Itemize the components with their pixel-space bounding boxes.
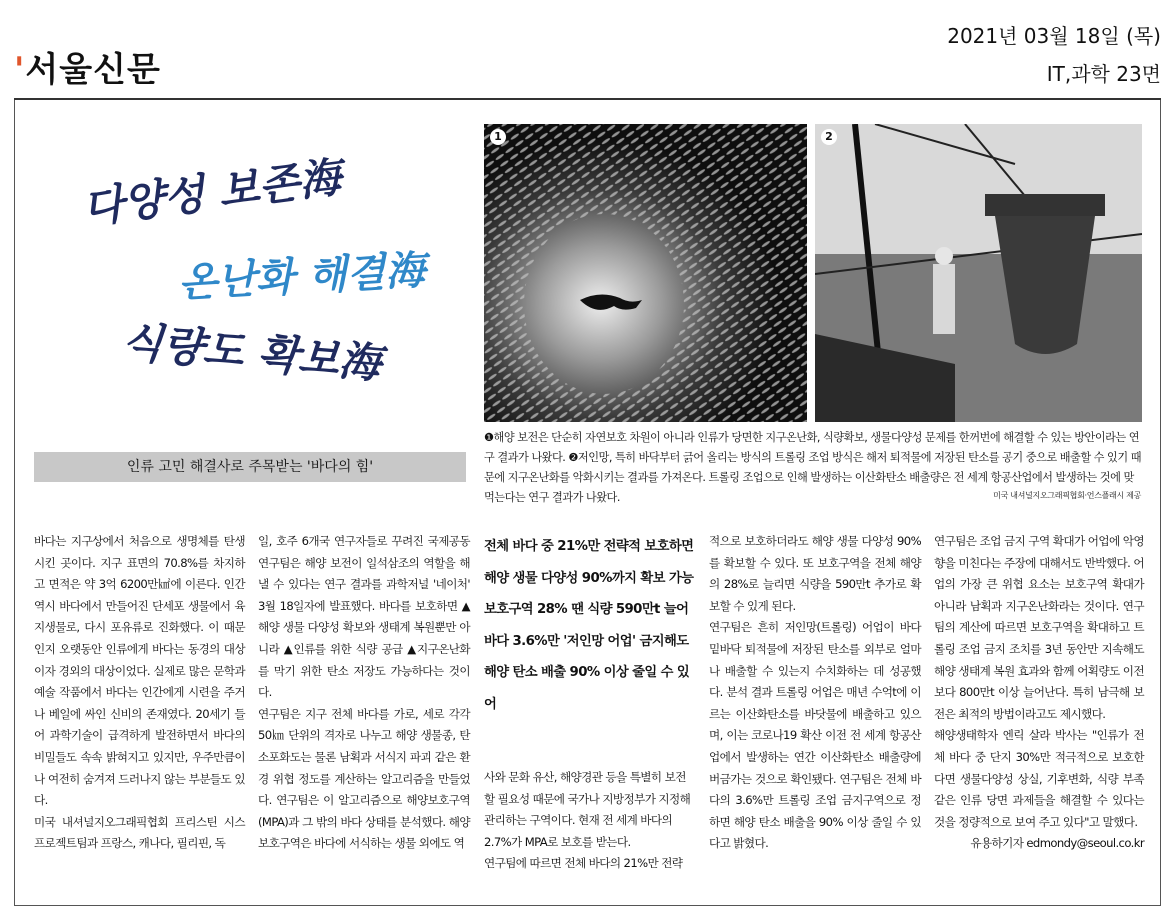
body-column-2: 일, 호주 6개국 연구자들로 꾸려진 국제공동연구팀은 해양 보전이 일석삼조의 역할을 해낼 수 있다는 연구 결과를 과학저널 '네이처' 3월 18일자에 발표했다. 바다를 보호하면 ▲해양 생물 다양성 확보와 생태계 복원뿐만 아니라 ▲인류를 위한 식량 공급 ▲지구온난화를 막기 위한 탄소 저장도 가능하다는 것이다. 연구팀은 지구 전체 바다를 가로, 세로 각각 50㎞ 단위의 격자로 나누고 해양 생물종, 탄소포화도는 물론 남획과 서식지 파괴 같은 환경 위협 정도를 계산하는 알고리즘을 만들었다. 연구팀은 이 알고리즘으로 해양보호구역(MPA)과 그 밖의 바다 상태를 분석했다. 해양보호구역은 바다에 서식하는 생물 외에도 역	[258, 534, 470, 851]
headline-line-2: 온난화 해결海	[177, 246, 427, 307]
photo-trawler	[815, 124, 1142, 422]
photo-number: 2	[821, 129, 837, 145]
fish-school-illustration	[484, 124, 807, 422]
photo-caption: ❶해양 보전은 단순히 자연보호 차원이 아니라 인류가 당면한 지구온난화, 식량확보, 생물다양성 문제를 한꺼번에 해결할 수 있는 방안이라는 연구 결과가 나왔다. ❷저인망, 특히 바닥부터 긁어 올리는 방식의 트롤링 조업 방식은 해저 퇴적물에 저장된 탄소를 공기 중으로 배출할 수 있기 때문에 지구온난화를 악화시키는 결과를 가져온다. 트롤링 조업으로 인해 발생하는 이산화탄소 배출량은 전 세계 항공산업에서 발생하는 것에 맞먹는다는 연구 결과가 나왔다.	[484, 431, 1142, 504]
section-page: IT,과학 23면	[1046, 62, 1161, 86]
publication-date: 2021년 03월 18일 (목)	[947, 24, 1161, 48]
body-column-5	[934, 531, 1144, 855]
headline-line-3: 식량도 확보海	[120, 316, 383, 389]
headline-line-1: 다양성 보존海	[80, 152, 344, 233]
body-column-1: 바다는 지구상에서 처음으로 생명체를 탄생시킨 곳이다. 지구 표면의 70.8%를 차지하고 면적은 약 3억 6200만㎢에 이른다. 인간 역시 바다에서 만들어진 단세포 생물에서 육지생물로, 다시 포유류로 진화했다. 이 때문인지 오랫동안 인류에게 바다는 동경의 대상이자 경외의 대상이었다. 실제로 많은 문학과 예술 작품에서 바다는 인간에게 시련을 주거나 베일에 싸인 신비의 존재였다. 20세기 들어 과학기술이 급격하게 발전하면서 바다의 비밀들도 속속 밝혀지고 있지만, 우주만큼이나 여전히 숨겨져 드러나지 않는 부분들도 있다. 미국 내셔널지오그래픽협회 프리스틴 시스 프로젝트팀과 프랑스, 캐나다, 필리핀, 독	[34, 534, 245, 851]
body-column-4: 적으로 보호하더라도 해양 생물 다양성 90%를 확보할 수 있다. 또 보호구역을 전체 해양의 28%로 늘리면 식량을 590만t 추가로 확보할 수 있게 된다. 연구팀은 흔히 저인망(트롤링) 어업이 바다 밑바닥 퇴적물에 저장된 탄소를 외부로 얼마나 배출할 수 있는지 수치화하는 데 성공했다. 분석 결과 트롤링 어업은 매년 수억t에 이르는 이산화탄소를 바닷물에 배출하고 있으며, 이는 코로나19 확산 이전 전 세계 항공산업에서 발생하는 연간 이산화탄소 배출량에 버금가는 것으로 확인됐다. 연구팀은 전체 바다의 3.6%만 트롤링 조업 금지구역으로 정하면 해양 탄소 배출을 90% 이상 줄일 수 있다고 밝혔다.	[709, 534, 921, 851]
byline: 유용하기자 edmondy@seoul.co.kr	[970, 836, 1144, 851]
photo-credit: 미국 내셔널지오그래픽협회·언스플래시 제공	[993, 491, 1141, 500]
subheadline: 인류 고민 해결사로 주목받는 '바다의 힘'	[34, 452, 466, 482]
newspaper-logo	[14, 42, 161, 91]
highlight-summary: 전체 바다 중 21%만 전략적 보호하면 해양 생물 다양성 90%까지 확보 가능 보호구역 28% 땐 식량 590만t 늘어 바다 3.6%만 '저인망 어업' 금지해도 해양 탄소 배출 90% 이상 줄일 수 있어	[484, 539, 694, 712]
logo-tick: '	[14, 50, 26, 90]
trawler-illustration	[815, 124, 1142, 422]
photo-fish-school	[484, 124, 807, 422]
photo-number: 1	[490, 129, 506, 145]
body-column-5-text: 연구팀은 조업 금지 구역 확대가 어업에 악영향을 미친다는 주장에 대해서도 반박했다. 어업의 가장 큰 위협 요소는 보호구역 확대가 아니라 남획과 지구온난화라는 것이다. 연구팀의 계산에 따르면 보호구역을 확대하고 트롤링 조업 금지 조치를 3년 동안만 지속해도 해양 생태계 복원 효과와 함께 어획량도 이전보다 800만t 이상 늘어난다. 특히 남극해 보전은 최적의 방법이라고도 제시했다. 해양생태학자 엔릭 살라 박사는 "인류가 전체 바다 중 단지 30%만 적극적으로 보호한다면 생물다양성 상실, 기후변화, 식량 부족 같은 인류 당면 과제들을 해결할 수 있다는 것을 정량적으로 보여 주고 있다"고 말했다.	[934, 534, 1144, 829]
logo-text: 서울신문	[25, 50, 161, 90]
body-column-3: 사와 문화 유산, 해양경관 등을 특별히 보전할 필요성 때문에 국가나 지방정부가 지정해 관리하는 구역이다. 현재 전 세계 바다의 2.7%가 MPA로 보호를 받는다. 연구팀에 따르면 전체 바다의 21%만 전략	[484, 770, 691, 871]
